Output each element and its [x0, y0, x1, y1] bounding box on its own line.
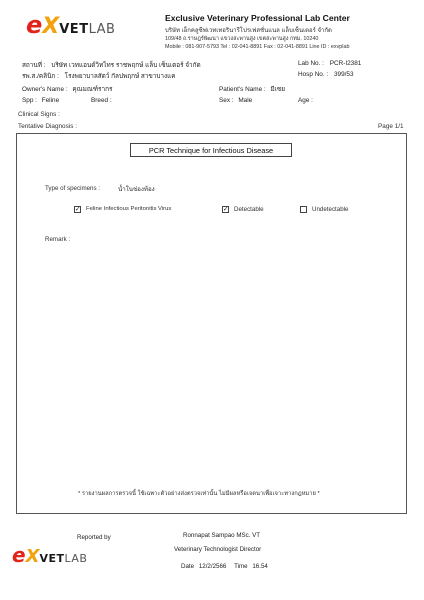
- patient-row: [219, 84, 285, 94]
- lab-no-value: PCR-I2381: [329, 60, 362, 67]
- location-value: บริษัท เวทแอนด์วิทไทร ราชพฤกษ์ แล็บ เซ็นเตอร์ จำกัด: [51, 62, 201, 69]
- patient-value: มีเซย: [270, 86, 285, 93]
- reported-by-label: Reported by: [77, 534, 111, 541]
- tentative-diagnosis-label: Tentative Diagnosis :: [18, 123, 77, 130]
- sex-row: [219, 97, 252, 104]
- detectable-label: Detectable: [234, 206, 264, 213]
- hosp-no-label: Hosp No. :: [298, 71, 329, 78]
- logo-letter-x: X: [42, 14, 60, 39]
- report-title: [130, 143, 292, 157]
- location-label: สถานที่ :: [22, 62, 46, 69]
- spp-label: Spp :: [22, 97, 37, 104]
- sex-label: Sex :: [219, 97, 234, 104]
- footer-logo-letter-e: e: [12, 543, 26, 567]
- company-address: 109/48 ถ.ราษฎร์พัฒนา แขวงสะพานสูง เขตสะพานสูง กทม. 10240: [165, 36, 319, 42]
- report-date-time: [181, 563, 268, 570]
- spp-value: Feline: [41, 97, 60, 104]
- footer-logo-text-lab: LAB: [64, 552, 88, 565]
- logo-text-lab: LAB: [88, 22, 116, 37]
- hosp-no-value: 399/53: [333, 71, 354, 78]
- owner-row: [22, 84, 112, 94]
- remark-label: Remark :: [45, 236, 71, 243]
- logo-letter-e: e: [26, 11, 43, 39]
- brand-logo: [26, 12, 115, 43]
- time-value: 16.54: [252, 563, 268, 570]
- patient-label: Patient's Name :: [219, 86, 266, 93]
- age-label: Age :: [298, 97, 313, 104]
- breed-row: [91, 97, 112, 104]
- owner-label: Owner's Name :: [22, 86, 68, 93]
- hospital-value: โรงพยาบาลสัตว์ กัลปพฤกษ์ สาขาบางแค: [64, 73, 176, 80]
- location-row: [22, 60, 201, 70]
- signer-title: Veterinary Technologist Director: [174, 546, 262, 553]
- page-number: Page 1/1: [378, 123, 404, 130]
- breed-label: Breed :: [91, 97, 112, 104]
- owner-value: คุณมณฑ์รากร: [72, 86, 113, 93]
- sex-value: Male: [238, 97, 253, 104]
- hospital-label: รพ.ส./คลินิก :: [22, 73, 59, 80]
- legal-note: * รายงานผลการตรวจนี้ ใช้เฉพาะตัวอย่างส่งตรวจเท่านั้น ไม่มีผลหรือเจตนาเพื่อเจาะทางกฎหมาย *: [78, 491, 320, 497]
- lab-no-label: Lab No. :: [298, 60, 324, 67]
- age-row: [298, 97, 313, 104]
- company-contact: Mobile : 081-907-5793 Tel : 02-041-8891 Fax : 02-041-8891 Line ID : exvplab: [165, 44, 350, 50]
- logo-text-vet: VET: [59, 22, 89, 37]
- test-checkbox[interactable]: ✓: [75, 206, 81, 213]
- specimen-label: Type of specimens :: [45, 185, 101, 192]
- undetectable-checkbox[interactable]: [300, 206, 307, 213]
- detectable-checkbox[interactable]: ✓: [223, 206, 229, 213]
- clinical-signs-label: Clinical Signs :: [18, 111, 60, 118]
- specimen-value: น้ำในช่องท้อง: [118, 186, 155, 193]
- test-name: Feline Infectious Peritonitis Virus: [86, 206, 172, 212]
- undetectable-label: Undetectable: [312, 206, 349, 213]
- footer-logo-letter-x: X: [25, 546, 40, 567]
- lab-title: Exclusive Veterinary Professional Lab Center: [165, 13, 350, 23]
- date-value: 12/2/2566: [198, 563, 227, 570]
- footer-logo-text-vet: VET: [39, 552, 65, 565]
- date-label: Date: [181, 563, 195, 570]
- hosp-no-row: [298, 71, 354, 78]
- footer-logo: [12, 544, 87, 570]
- spp-row: [22, 97, 59, 104]
- hospital-row: [22, 71, 176, 81]
- time-label: Time: [234, 563, 248, 570]
- company-name-thai: บริษัท เอ็กคลูซีฟเวทเทอรินารีโปรเฟสชั่นแนล แล็บเซ็นเตอร์ จำกัด: [165, 28, 332, 34]
- report-title-text: PCR Technique for Infectious Disease: [148, 145, 274, 155]
- lab-no-row: [298, 60, 361, 67]
- signer-name: Ronnapat Sampao MSc. VT: [183, 532, 261, 539]
